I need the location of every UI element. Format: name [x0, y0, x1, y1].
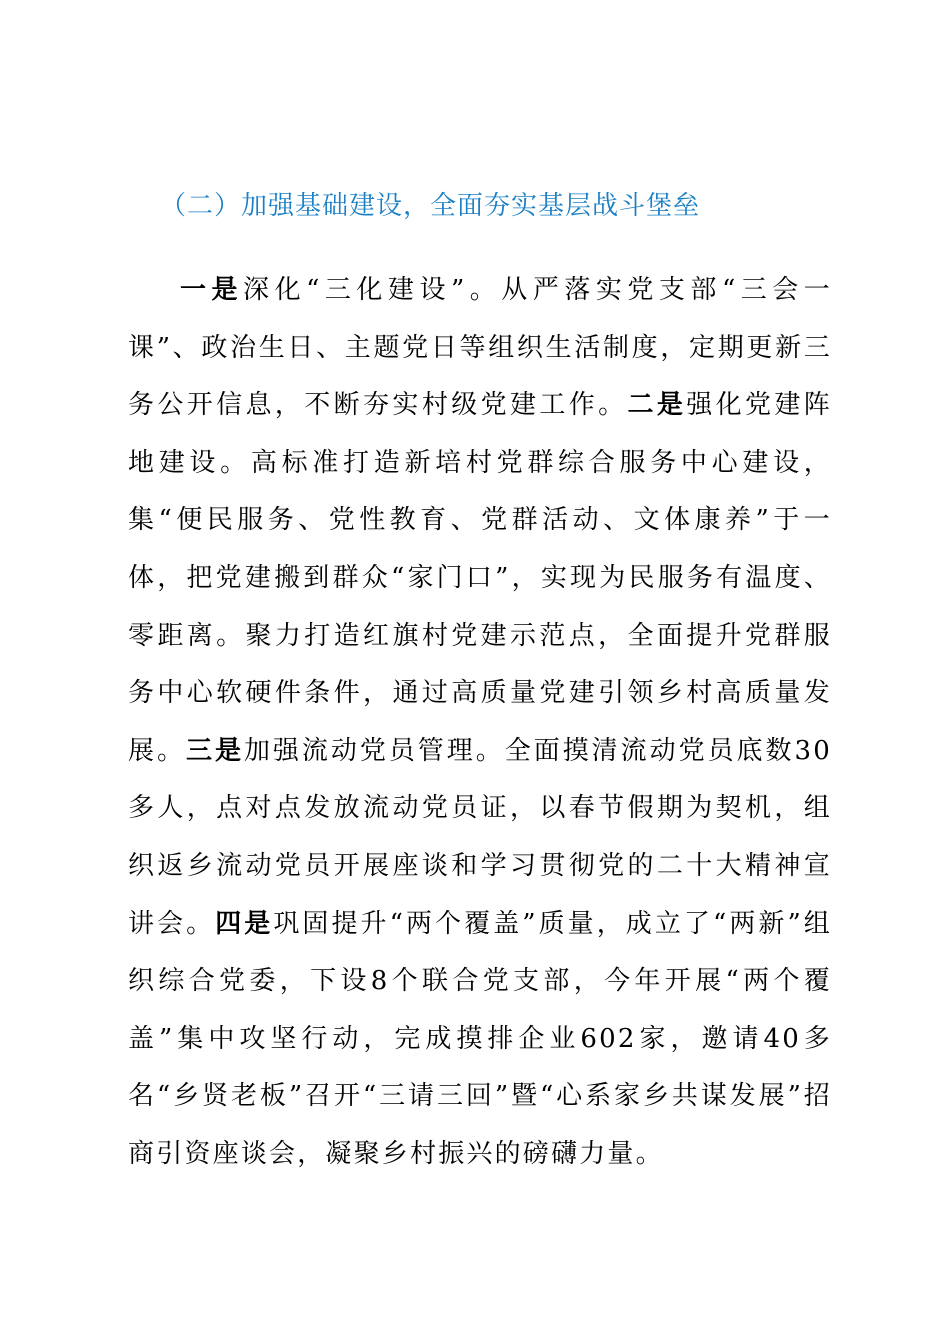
point-two-label: 二是 — [627, 390, 687, 421]
body-paragraph — [128, 262, 832, 1184]
point-two-text: 强化党建阵地建设。高标准打造新培村党群综合服务中心建设，集“便民服务、党性教育、党群活动、文体康养”于一体，把党建搬到群众“家门口”，实现为民服务有温度、零距离。聚力打造红旗村党建示范点，全面提升党群服务中心软硬件条件，通过高质量党建引领乡村高质量发展。 — [128, 390, 832, 766]
point-four-text: 巩固提升“两个覆盖”质量，成立了“两新”组织综合党委，下设8个联合党支部，今年开展“两个覆盖”集中攻坚行动，完成摸排企业602家，邀请40多名“乡贤老板”召开“三请三回”暨“心系家乡共谋发展”招商引资座谈会，凝聚乡村振兴的磅礴力量。 — [128, 908, 832, 1169]
point-three-label: 三是 — [185, 735, 244, 766]
point-three-text: 加强流动党员管理。全面摸清流动党员底数30多人，点对点发放流动党员证，以春节假期为契机，组织返乡流动党员开展座谈和学习贯彻党的二十大精神宣讲会。 — [128, 735, 833, 939]
point-one-label: 一是 — [180, 275, 244, 305]
section-heading: （二）加强基础建设，全面夯实基层战斗堡垒 — [160, 191, 701, 221]
point-one-text: 深化“三化建设”。从严落实党支部“三会一课”、政治生日、主题党日等组织生活制度，定期更新三务公开信息，不断夯实村级党建工作。 — [128, 275, 832, 421]
point-four-label: 四是 — [215, 908, 274, 939]
